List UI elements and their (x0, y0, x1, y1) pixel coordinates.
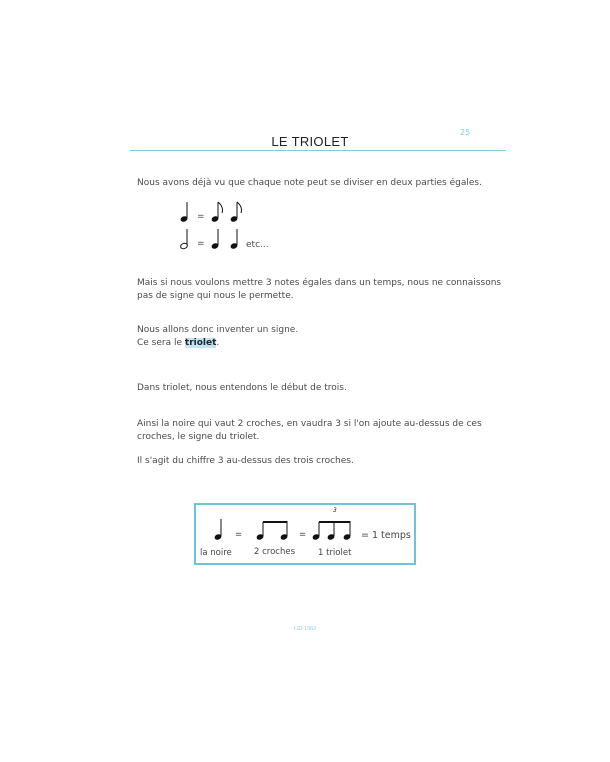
paragraph: Nous avons déjà vu que chaque note peut se diviser en deux parties égales. (137, 178, 482, 188)
paragraph: Nous allons donc inventer un signe. (137, 325, 299, 335)
quarter-note-icon (211, 229, 219, 250)
label-triolet: 1 triolet (318, 548, 352, 558)
paragraph: Il s'agit du chiffre 3 au-dessus des trois croches. (137, 456, 354, 466)
text: Ce sera le (137, 338, 185, 348)
paragraph: croches, le signe du triolet. (137, 432, 260, 442)
paragraph: Dans triolet, nous entendons le début de trois. (137, 383, 347, 393)
quarter-note-icon (230, 229, 238, 250)
paragraph: Mais si nous voulons mettre 3 notes égales dans un temps, nous ne connaissons (137, 278, 502, 288)
paragraph: Ainsi la noire qui vaut 2 croches, en vaudra 3 si l'on ajoute au-dessus de ces (137, 419, 482, 429)
half-note-icon (180, 229, 188, 250)
paragraph (137, 337, 219, 350)
highlighted-term: triolet (184, 338, 217, 348)
note-examples (170, 195, 290, 255)
equals-sign: = (299, 530, 307, 540)
quarter-note-icon (180, 202, 188, 223)
paragraph: pas de signe qui nous le permette. (137, 291, 294, 301)
text: . (216, 338, 220, 348)
quarter-note-icon (214, 519, 222, 541)
label-noire: la noire (200, 548, 232, 558)
header-rule (130, 150, 506, 151)
two-eighth-notes-icon (256, 521, 288, 541)
eighth-note-icon (230, 202, 242, 223)
result-text: = 1 temps (361, 530, 411, 541)
label-croches: 2 croches (254, 547, 296, 557)
etc-text: etc... (246, 240, 269, 250)
footer-code: GD 1562 (293, 626, 317, 632)
equals-sign: = (235, 530, 243, 540)
page-number: 25 (460, 128, 471, 137)
triplet-eighth-notes-icon (312, 521, 351, 541)
equals-sign: = (197, 212, 205, 222)
eighth-note-icon (211, 202, 223, 223)
page-title: LE TRIOLET (271, 134, 349, 149)
equals-sign: = (197, 239, 205, 249)
triplet-number: 3 (333, 507, 337, 514)
